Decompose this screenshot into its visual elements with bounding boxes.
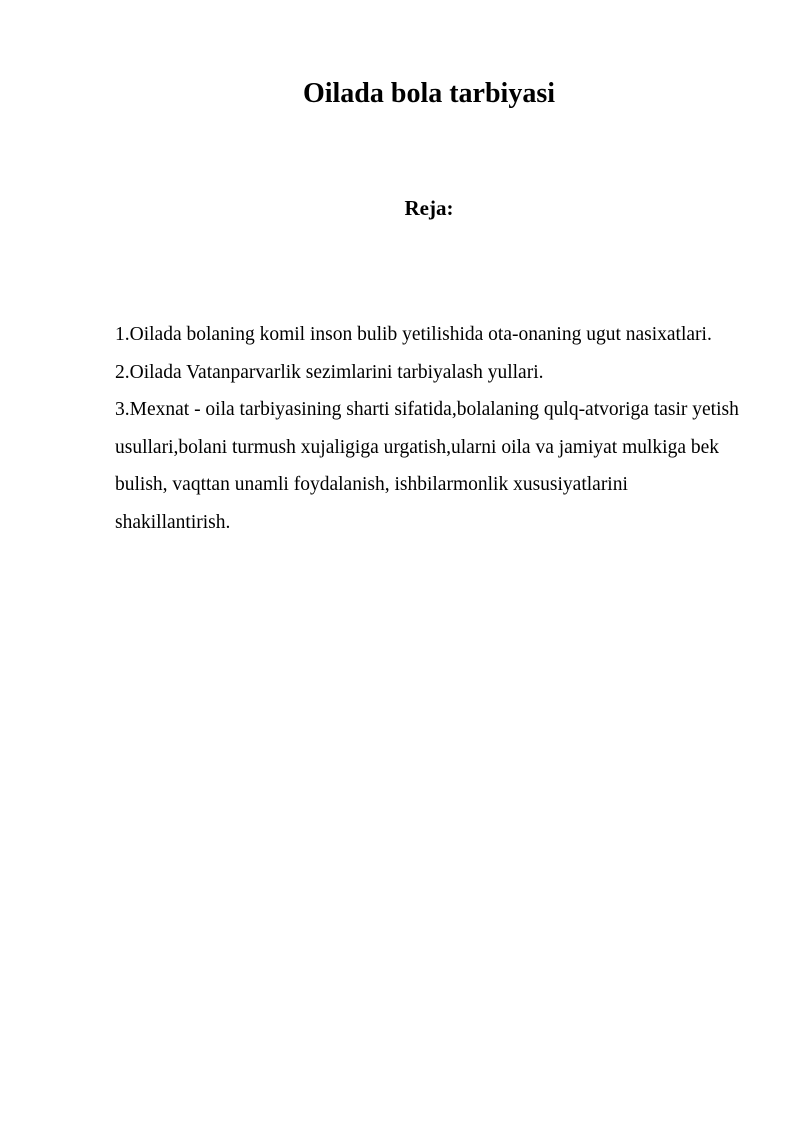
document-title: Oilada bola tarbiyasi (302, 78, 556, 109)
plan-heading: Reja: (404, 196, 454, 220)
plan-item-1: 1.Oilada bolaning komil inson bulib yetilishida ota-onaning ugut nasixatlari. (115, 324, 712, 345)
plan-list (115, 316, 745, 541)
plan-item-3: 3.Mexnat - oila tarbiyasining sharti sifatida,bolalaning qulq-atvoriga tasir yetish usullari,bolani turmush xujaligiga urgatish,ularni oila va jamiyat mulkiga bek bulish, vaqttan unamli foydalanish, ishbilarmonlik xususiyatlarini shakillantirish. (115, 399, 739, 533)
plan-item-2: 2.Oilada Vatanparvarlik sezimlarini tarbiyalash yullari. (115, 361, 544, 383)
